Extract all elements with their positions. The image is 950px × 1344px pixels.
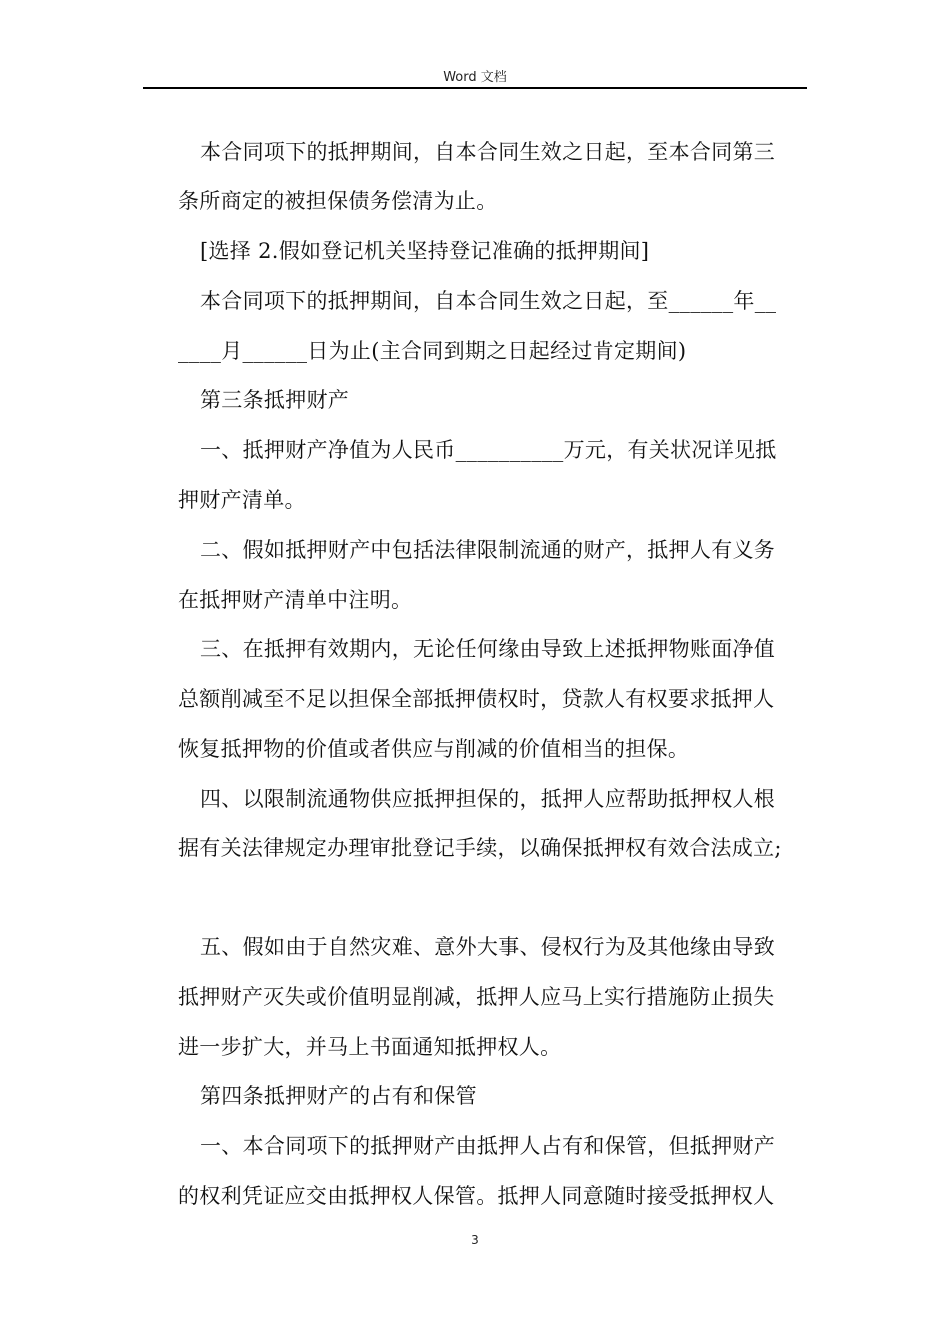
section-heading: 第四条抵押财产的占有和保管 [200, 1084, 477, 1108]
paragraph-line: 本合同项下的抵押期间，自本合同生效之日起，至______年__ [200, 289, 777, 313]
paragraph-line: 三、在抵押有效期内，无论任何缘由导致上述抵押物账面净值 [200, 637, 776, 661]
paragraph-line: 本合同项下的抵押期间，自本合同生效之日起，至本合同第三 [200, 140, 776, 164]
paragraph-line: 一、本合同项下的抵押财产由抵押人占有和保管，但抵押财产 [200, 1134, 776, 1158]
header-divider [143, 87, 807, 89]
paragraph-line: 在抵押财产清单中注明。 [178, 588, 413, 612]
paragraph-line: 的权利凭证应交由抵押权人保管。抵押人同意随时接受抵押权人 [178, 1184, 775, 1208]
paragraph-line: 押财产清单。 [178, 488, 306, 512]
paragraph-line: 抵押财产灭失或价值明显削减，抵押人应马上实行措施防止损失 [178, 985, 775, 1009]
paragraph-line: [选择 2.假如登记机关坚持登记准确的抵押期间] [200, 239, 650, 263]
paragraph-line: 四、以限制流通物供应抵押担保的，抵押人应帮助抵押权人根 [200, 787, 776, 811]
paragraph-line: 恢复抵押物的价值或者供应与削减的价值相当的担保。 [178, 737, 690, 761]
paragraph-line: 条所商定的被担保债务偿清为止。 [178, 189, 498, 213]
paragraph-line: 一、抵押财产净值为人民币__________万元，有关状况详见抵 [200, 438, 777, 462]
paragraph-line: 五、假如由于自然灾难、意外大事、侵权行为及其他缘由导致 [200, 935, 776, 959]
paragraph-line: 进一步扩大，并马上书面通知抵押权人。 [178, 1035, 562, 1059]
page-header: Word 文档 [443, 70, 507, 85]
paragraph-line: 据有关法律规定办理审批登记手续，以确保抵押权有效合法成立; [178, 836, 782, 860]
page-number: 3 [471, 1233, 479, 1247]
section-heading: 第三条抵押财产 [200, 388, 350, 412]
paragraph-line: 二、假如抵押财产中包括法律限制流通的财产，抵押人有义务 [200, 538, 776, 562]
paragraph-line: ____月______日为止(主合同到期之日起经过肯定期间) [178, 339, 687, 363]
paragraph-line: 总额削减至不足以担保全部抵押债权时，贷款人有权要求抵押人 [178, 687, 775, 711]
